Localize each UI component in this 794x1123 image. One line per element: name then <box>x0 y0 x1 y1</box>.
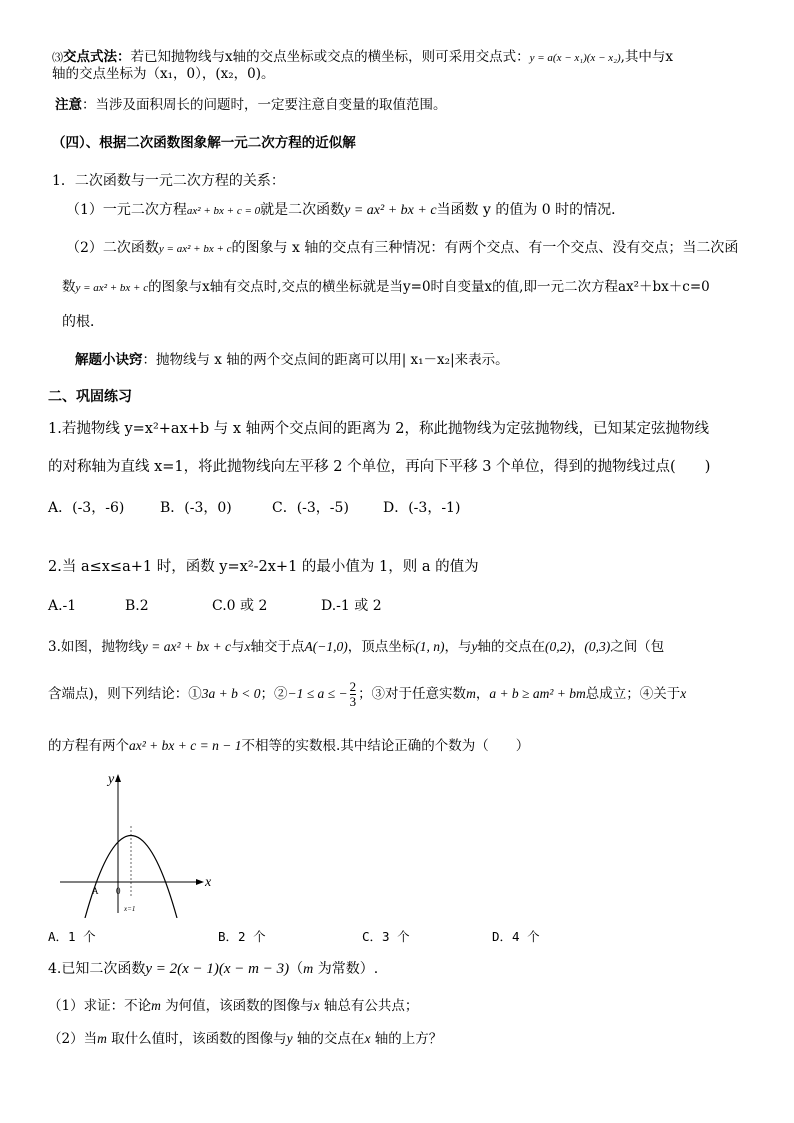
q3-point-a: A(−1,0) <box>304 639 348 654</box>
q3-fraction <box>350 680 357 709</box>
q3-l1e: ，与 <box>444 639 472 655</box>
s1-title: 1．二次函数与一元二次方程的关系： <box>52 173 285 189</box>
q3-point-03: (0,3) <box>584 639 611 654</box>
y-axis-label: y <box>108 772 115 787</box>
tip-text: ：抛物线与 x 轴的两个交点间的距离可以用| x₁－x₂|来表示。 <box>142 352 509 368</box>
y-axis-arrow <box>115 774 121 782</box>
q3-l1h: 之间（包 <box>610 639 665 655</box>
q3-line2 <box>48 680 686 709</box>
q3-ineq-2: −1 ≤ a ≤ − <box>287 686 348 701</box>
q3-line3 <box>48 736 529 756</box>
q3-l1y: y <box>471 639 478 654</box>
s1-l2b: 的图象与 x 轴的交点有三种情况：有两个交点、有一个交点、没有交点；当二次函 <box>231 240 739 256</box>
tip-line <box>75 350 509 370</box>
q3-vertex: (1, n) <box>415 639 445 654</box>
s1-l3a: 数 <box>62 279 76 295</box>
q3-l2x: x <box>680 686 687 701</box>
q3-l2a: 含端点)，则下列结论：① <box>48 686 202 702</box>
q3-l1d: ，顶点坐标 <box>347 639 416 655</box>
q2-option-b: B.2 <box>125 598 149 614</box>
q4-l3m: m <box>97 1031 107 1046</box>
q3-equation: ax² + bx + c = n − 1 <box>129 738 242 753</box>
p3-text: 若已知抛物线与x轴的交点坐标或交点的横坐标，则可采用交点式： <box>130 49 530 65</box>
s1-l3-formula: y = ax² + bx + c <box>75 282 149 294</box>
q3-option-d: D．4 个 <box>492 929 540 944</box>
q4-l3a: （2）当 <box>48 1031 98 1047</box>
q1-option-c: C．(-3，-5) <box>272 500 349 516</box>
s1-line3 <box>62 277 710 298</box>
p3-tail: ,其中与x <box>620 49 674 65</box>
note-text: ：当涉及面积周长的问题时，一定要注意自变量的取值范围。 <box>82 97 447 113</box>
q3-option-b: B．2 个 <box>218 929 266 944</box>
s1-l2-formula: y = ax² + bx + c <box>158 243 232 255</box>
s1-line4: 的根． <box>62 314 104 330</box>
s1-line1 <box>66 200 625 221</box>
q1-option-d: D．(-3，-1) <box>383 500 461 516</box>
q4-l3x: x <box>364 1031 371 1046</box>
q3-frac-num: 2 <box>349 679 357 694</box>
q2-option-d: D.-1 或 2 <box>321 598 382 614</box>
s1-formula-fn: y = ax² + bx + c <box>344 203 437 218</box>
q3-l1a: 3.如图，抛物线 <box>48 639 142 655</box>
q4-l3b: 取什么值时，该函数的图像与 <box>106 1031 287 1047</box>
q3-line1 <box>48 637 664 657</box>
q4-line2 <box>48 996 418 1016</box>
q3-parabola-graph <box>58 768 220 918</box>
s1-formula-eq: ax² + bx + c = 0 <box>186 205 261 217</box>
q4-l3c: 轴的交点在 <box>292 1031 365 1047</box>
tip-bold: 解题小诀窍 <box>75 352 143 368</box>
circle-number-3: ⑶ <box>52 51 63 64</box>
q4-l1c: 为常数）. <box>313 961 379 977</box>
s1-l1c: 当函数 y 的值为 0 时的情况． <box>436 202 626 218</box>
q3-l2d: ， <box>475 686 490 702</box>
q3-l1c: 轴交于点 <box>250 639 305 655</box>
p3-bold-label: 交点式法： <box>63 49 131 65</box>
q3-l1g: ， <box>570 639 585 655</box>
q4-l2m: m <box>151 998 161 1013</box>
q3-option-a: A．1 个 <box>48 929 96 944</box>
q4-l1b: （ <box>289 961 304 977</box>
q4-l1m: m <box>303 962 314 977</box>
q3-option-c: C．3 个 <box>362 929 410 944</box>
q4-l1a: 4.已知二次函数 <box>48 961 146 977</box>
q3-l1b: 与 <box>231 639 245 655</box>
q2-option-c: C.0 或 2 <box>212 598 268 614</box>
x-axis-label: x <box>205 875 212 890</box>
s1-l1a: （1）一元二次方程 <box>66 202 187 218</box>
section-4-heading: （四）、根据二次函数图象解一元二次方程的近似解 <box>52 135 356 151</box>
q1-option-a: A．(-3，-6) <box>48 500 125 516</box>
point-a-label: A <box>92 886 99 896</box>
q3-l2c: ；③对于任意实数 <box>358 686 467 702</box>
q3-point-02: (0,2) <box>544 639 571 654</box>
q3-l3b: 不相等的实数根.其中结论正确的个数为（ ） <box>241 738 530 754</box>
q4-l2x: x <box>313 998 320 1013</box>
q4-line3 <box>48 1029 442 1049</box>
q1-line1: 1.若抛物线 y=x²+ax+b 与 x 轴两个交点间的距离为 2，称此抛物线为定弦抛物线，已知某定弦抛物线 <box>48 421 710 437</box>
q3-ineq-3: a + b ≥ am² + bm <box>489 686 586 701</box>
q4-l3d: 轴的上方？ <box>370 1031 443 1047</box>
q3-l2b: ；② <box>260 686 288 702</box>
section-2-heading: 二、巩固练习 <box>48 389 132 405</box>
s1-l2a: （2）二次函数 <box>66 240 159 256</box>
q4-formula: y = 2(x − 1)(x − m − 3) <box>145 961 290 977</box>
q4-l3y: y <box>286 1031 293 1046</box>
p3-formula: y = a(x − x₁)(x − x₂) <box>529 52 621 64</box>
origin-label: 0 <box>116 886 121 896</box>
q2-option-a: A.-1 <box>48 598 77 614</box>
note-bold: 注意 <box>55 97 82 113</box>
q3-ineq-1: 3a + b < 0 <box>201 686 261 701</box>
symmetry-label: x=1 <box>124 905 136 913</box>
q4-l2b: 为何值，该函数的图像与 <box>160 998 314 1014</box>
q3-l1f2: 轴的交点在 <box>477 639 545 655</box>
q2-stem: 2.当 a≤x≤a+1 时，函数 y=x²-2x+1 的最小值为 1，则 a 的值为 <box>48 559 479 575</box>
q4-l2a: （1）求证：不论 <box>48 998 152 1014</box>
q3-l2m: m <box>466 686 476 701</box>
q3-l2e: 总成立；④关于 <box>585 686 681 702</box>
q4-line1 <box>48 959 378 980</box>
q1-option-b: B．(-3，0) <box>160 500 232 516</box>
p3-line2: 轴的交点坐标为（x₁，0），(x₂，0)。 <box>52 66 275 82</box>
q3-l3a: 的方程有两个 <box>48 738 129 754</box>
q3-l1x: x <box>244 639 251 654</box>
q4-l2c: 轴总有公共点； <box>319 998 419 1014</box>
s1-l3b: 的图象与x轴有交点时,交点的横坐标就是当y=0时自变量x的值,即一元二次方程ax²＋bx＋c=0 <box>148 279 710 295</box>
q3-formula: y = ax² + bx + c <box>141 639 231 654</box>
s1-line2 <box>66 238 738 259</box>
note-line <box>55 95 447 115</box>
x-axis-arrow <box>196 879 204 885</box>
s1-l1b: 就是二次函数 <box>260 202 345 218</box>
q1-line2: 的对称轴为直线 x=1，将此抛物线向左平移 2 个单位，再向下平移 3 个单位，得到的抛物线过点( ) <box>48 459 711 475</box>
q3-frac-den: 3 <box>349 694 357 709</box>
